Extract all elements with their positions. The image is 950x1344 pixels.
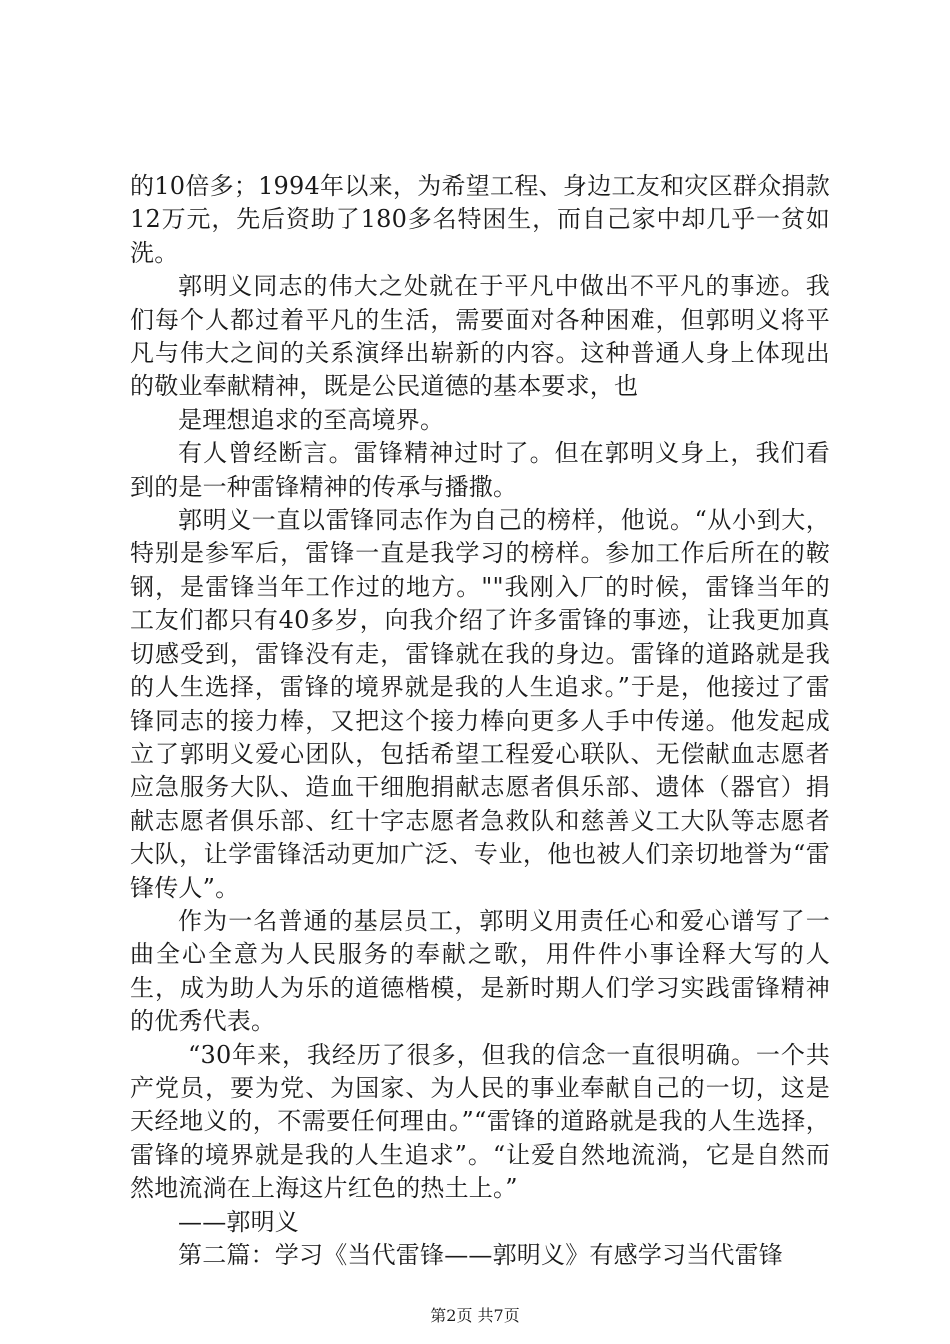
- paragraph-6: 作为一名普通的基层员工，郭明义用责任心和爱心谱写了一曲全心全意为人民服务的奉献之歌，用件件小事诠释大写的人生，成为助人为乐的道德楷模，是新时期人们学习实践雷锋精神的优秀代表。: [130, 906, 830, 1036]
- paragraph-2: 郭明义同志的伟大之处就在于平凡中做出不平凡的事迹。我们每个人都过着平凡的生活，需要面对各种困难，但郭明义将平凡与伟大之间的关系演绎出崭新的内容。这种普通人身上体现出的敬业奉献精神，既是公民道德的基本要求，也: [130, 272, 830, 401]
- next-section-heading: 第二篇：学习《当代雷锋——郭明义》有感学习当代雷锋: [178, 1241, 783, 1269]
- paragraph-3: 是理想追求的至高境界。: [178, 405, 445, 434]
- document-body: [130, 170, 830, 1272]
- paragraph-4: 有人曾经断言。雷锋精神过时了。但在郭明义身上，我们看到的是一种雷锋精神的传承与播撒。: [130, 439, 830, 501]
- quote-attribution: ——郭明义: [178, 1207, 299, 1236]
- paragraph-1: 的10倍多；1994年以来，为希望工程、身边工友和灾区群众捐款12万元，先后资助了180多名特困生，而自己家中却几乎一贫如洗。: [130, 172, 830, 267]
- paragraph-5: 郭明义一直以雷锋同志作为自己的榜样，他说。“从小到大，特别是参军后，雷锋一直是我学习的榜样。参加工作后所在的鞍钢，是雷锋当年工作过的地方。""我刚入厂的时候，雷锋当年的工友们都只有40多岁，向我介绍了许多雷锋的事迹，让我更加真切感受到，雷锋没有走，雷锋就在我的身边。雷锋的道路就是我的人生选择，雷锋的境界就是我的人生追求。”于是，他接过了雷锋同志的接力棒，又把这个接力棒向更多人手中传递。他发起成立了郭明义爱心团队，包括希望工程爱心联队、无偿献血志愿者应急服务大队、造血干细胞捐献志愿者俱乐部、遗体（器官）捐献志愿者俱乐部、红十字志愿者急救队和慈善义工大队等志愿者大队，让学雷锋活动更加广泛、专业，他也被人们亲切地誉为“雷锋传人”。: [130, 506, 830, 902]
- quote-paragraph: “30年来，我经历了很多，但我的信念一直很明确。一个共产党员，要为党、为国家、为人民的事业奉献自己的一切，这是天经地义的，不需要任何理由。”“雷锋的道路就是我的人生选择，雷锋的境界就是我的人生追求”。“让爱自然地流淌，它是自然而然地流淌在上海这片红色的热土上。”: [130, 1040, 830, 1203]
- page-footer: 第2页 共7页: [430, 1306, 520, 1325]
